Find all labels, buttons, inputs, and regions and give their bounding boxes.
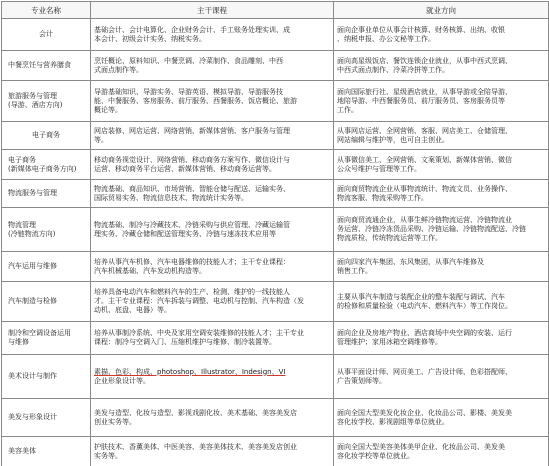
courses-cell (91, 282, 334, 322)
career-line: 的检修和质量检验（电动汽车、燃料汽车）等工作岗位。 (337, 301, 512, 310)
courses-line: 运营、移动商务平台运营、新媒体营销、移动商务运营等。 (94, 164, 276, 173)
career-line: 面向商贸流通企业，从事生鲜冷链物流运营、冷链物流业 (337, 216, 512, 224)
major-name-text: 物流服务与管理 (8, 189, 57, 197)
major-name-text: 美容美体 (8, 447, 36, 455)
career-line: 从事微信美工、全网营销、文案策划、新媒体营销、微信 (337, 155, 512, 164)
major-name-cell (2, 180, 91, 208)
career-line: 从事网店运营、全网营销、客服、网店美工、仓储管理、 (337, 126, 512, 135)
table-row (2, 322, 549, 355)
career-line: 主要从事汽车制造与装配企业的整车装配与调试、汽车 (337, 292, 505, 301)
courses-cell (91, 180, 334, 208)
career-line: 物流客服、物流采购等工作。 (337, 193, 428, 202)
courses-line: 网店装修、网店运营、网络营销、新媒体营销、客户服务与管理 (94, 126, 290, 135)
career-line: 面向国际旅行社、星级酒店就业，从事导游或全陪导游、 (337, 87, 512, 96)
courses-line: 能、中餐服务、客房服务、前厅服务、西餐服务、饭店概论、旅游 (94, 96, 297, 105)
major-name-cell (2, 282, 91, 322)
career-cell (334, 282, 549, 322)
major-name-text: 汽车运用与维修 (8, 262, 57, 270)
courses-cell (91, 399, 334, 437)
career-line: 面向企业及房地产物业、酒店商场中央空调的安装、运行 (337, 329, 512, 337)
major-name-text: 与维修 (8, 338, 29, 346)
major-name-text: 旅游服务与管理 (8, 92, 57, 100)
career-line: 中西式面点制作、冷菜冷拼等工作。 (337, 65, 449, 74)
career-line: 面向高星级饭店、餐饮连锁企业就业，从事中西式烹调、 (337, 56, 512, 65)
courses-line: 创业实务等。 (94, 417, 136, 426)
courses-line: 烹饪概论、原料知识、中餐烹调、冷菜制作、食品雕刻、中西 (94, 56, 283, 65)
table-row (2, 437, 549, 466)
career-cell (334, 355, 549, 399)
major-name-cell (2, 355, 91, 399)
career-line: 面向商贸物流企业从事物流统计、物流文员、业务操作、 (337, 184, 512, 193)
courses-line: 护肤技术、香薰美体、中医美容、美容美体技术、美容美发店创业 (94, 442, 297, 451)
table-row (2, 399, 549, 437)
courses-line: 国际贸易实务、物流信息技术、物流统计实务等。 (94, 193, 248, 202)
courses-line: 实务等。 (94, 451, 122, 460)
career-line: 面向四家汽车集团、东风集团，从事汽车维修及 (337, 257, 484, 266)
career-line: 务运营、冷链冷冻货品采购、冷链运输、冷链物流配送、冷链 (337, 225, 526, 233)
major-name-text: 物流管理 (8, 220, 36, 229)
table-header-row (2, 2, 549, 19)
table-row (2, 150, 549, 180)
career-line: 、纳税申报、办公文秘等工作。 (337, 34, 435, 43)
major-name-text: 美发与形象设计 (8, 413, 57, 421)
courses-line: 素描、色彩、构成、photoshop、Illustrator、Indesign、VI (94, 367, 286, 376)
courses-cell (91, 19, 334, 51)
major-name-text: (导游、酒店方向) (8, 101, 63, 109)
career-cell (334, 208, 549, 252)
courses-line: 培养具备电动汽车和燃料汽车的生产、检测、维护的一线技能人 (94, 288, 290, 296)
courses-line: 理实务、冷藏仓储和配送管理实务、冷链与速冻技术应用等 (94, 229, 276, 238)
table-row (2, 282, 549, 322)
career-cell (334, 437, 549, 466)
courses-line: 汽车机械基础、汽车发动机构造等。 (94, 266, 206, 275)
major-name-text: (冷链物流方向) (8, 229, 56, 238)
courses-line: 动机、底盘、电器）等。 (94, 306, 171, 314)
courses-line: 移动商务视觉设计、网络营销、移动商务方案写作、微信设计与 (94, 155, 290, 164)
career-cell (334, 81, 549, 122)
table-row (2, 355, 549, 399)
major-name-text: 电子商务 (8, 155, 36, 164)
table-row (2, 81, 549, 122)
major-name-cell (2, 208, 91, 252)
table-row (2, 51, 549, 81)
courses-line: 物流基础、制冷与冷藏技术、冷链采购与供应管理、冷藏运输管 (94, 220, 290, 229)
career-line: 销售工作。 (337, 266, 372, 275)
career-cell (334, 399, 549, 437)
courses-cell (91, 252, 334, 282)
major-name-cell (2, 51, 91, 81)
courses-cell (91, 208, 334, 252)
courses-cell (91, 122, 334, 150)
courses-line: 培养从事汽车机修、汽车电器维修的技能人才；主干专业课程： (94, 257, 290, 266)
courses-line: 概论等。 (94, 105, 122, 114)
career-line: 管理维护；家用冰箱空调维修等。 (337, 338, 442, 346)
major-name-text: 会计 (39, 30, 53, 38)
career-cell (334, 252, 549, 282)
courses-cell (91, 322, 334, 355)
courses-cell (91, 355, 334, 399)
career-line: 广告策划师等。 (337, 376, 386, 385)
majors-table (1, 1, 549, 466)
career-cell (334, 150, 549, 180)
major-name-text: 制冷和空调设备运用 (8, 329, 71, 337)
courses-line: 课程：制冷与空调入门、压缩机维护与维修、制冷装置等。 (94, 338, 276, 346)
courses-line: 等。 (94, 135, 108, 144)
career-line: 地陪导游、中西餐服务员、前厅服务员、客房服务员等 (337, 96, 505, 105)
career-line: 容化妆学校等单位就业。 (337, 451, 414, 460)
table-row (2, 19, 549, 51)
courses-line: 导游基础知识、导游实务、导游英语、模拟导游、导游服务技 (94, 87, 283, 96)
courses-line: 本会计、初级会计实务、纳税实务。 (94, 34, 206, 43)
major-name-cell (2, 122, 91, 150)
career-line: 面向全国大型美发化妆企业、化妆品公司、影楼、美发美 (337, 408, 512, 417)
courses-cell (91, 81, 334, 122)
career-line: 网站编辑与维护等，也可自主创业。 (337, 135, 449, 144)
major-name-cell (2, 81, 91, 122)
career-cell (334, 180, 549, 208)
courses-line: 基础会计、会计电算化、企业财务会计、手工账务处理实训、成 (94, 25, 290, 34)
career-cell (334, 51, 549, 81)
major-name-cell (2, 150, 91, 180)
header-major-name: 专业名称 (2, 2, 91, 19)
major-name-cell (2, 437, 91, 466)
courses-line: 企业形象设计等。 (94, 376, 150, 385)
major-name-text: 电子商务 (32, 131, 60, 139)
courses-cell (91, 51, 334, 81)
career-line: 容化妆学校、影视剧组等单位就业。 (337, 417, 449, 426)
career-cell (334, 122, 549, 150)
header-main-courses: 主干课程 (91, 2, 334, 19)
career-cell (334, 322, 549, 355)
major-name-text: 美术设计与制作 (8, 372, 57, 380)
major-name-text: 中餐烹饪与营养膳食 (8, 61, 71, 69)
courses-cell (91, 150, 334, 180)
table-row (2, 180, 549, 208)
courses-line: 才。主干专业课程：汽车拆装与调整、电动机与控制、汽车构造（发 (94, 297, 304, 305)
career-line: 工作。 (337, 105, 358, 114)
courses-cell (91, 437, 334, 466)
table-row (2, 252, 549, 282)
career-line: 物流质检、传统物流运营等工作。 (337, 234, 442, 242)
courses-line: 物流基础、商品知识、市场营销、智能仓储与配送、运输实务、 (94, 184, 290, 193)
table-row (2, 122, 549, 150)
major-name-cell (2, 19, 91, 51)
courses-line: 培养从事制冷系统、中央及家用空调安装维修的技能人才；主干专业 (94, 329, 304, 337)
major-name-cell (2, 399, 91, 437)
career-line: 面向企事业单位从事会计核算、财务核算、出纳、收银 (337, 25, 505, 34)
courses-line: 美发与造型、化妆与造型、影视戏剧化妆、美术基础、美容美发店 (94, 408, 297, 417)
career-cell (334, 19, 549, 51)
courses-line: 式面点制作等。 (94, 65, 143, 74)
table-row (2, 208, 549, 252)
major-name-text: (新媒体电子商务方向) (8, 164, 77, 173)
major-name-text: 汽车制造与检修 (8, 297, 57, 305)
major-name-cell (2, 252, 91, 282)
major-name-cell (2, 322, 91, 355)
career-line: 面向全国大型美容美体美甲企业、化妆品公司、美发美 (337, 442, 505, 451)
header-career-direction: 就业方向 (334, 2, 549, 19)
career-line: 公众号维护与管理等工作。 (337, 164, 421, 173)
career-line: 从事平面设计师、网页美工、广告设计师、色彩搭配师、 (337, 367, 512, 376)
